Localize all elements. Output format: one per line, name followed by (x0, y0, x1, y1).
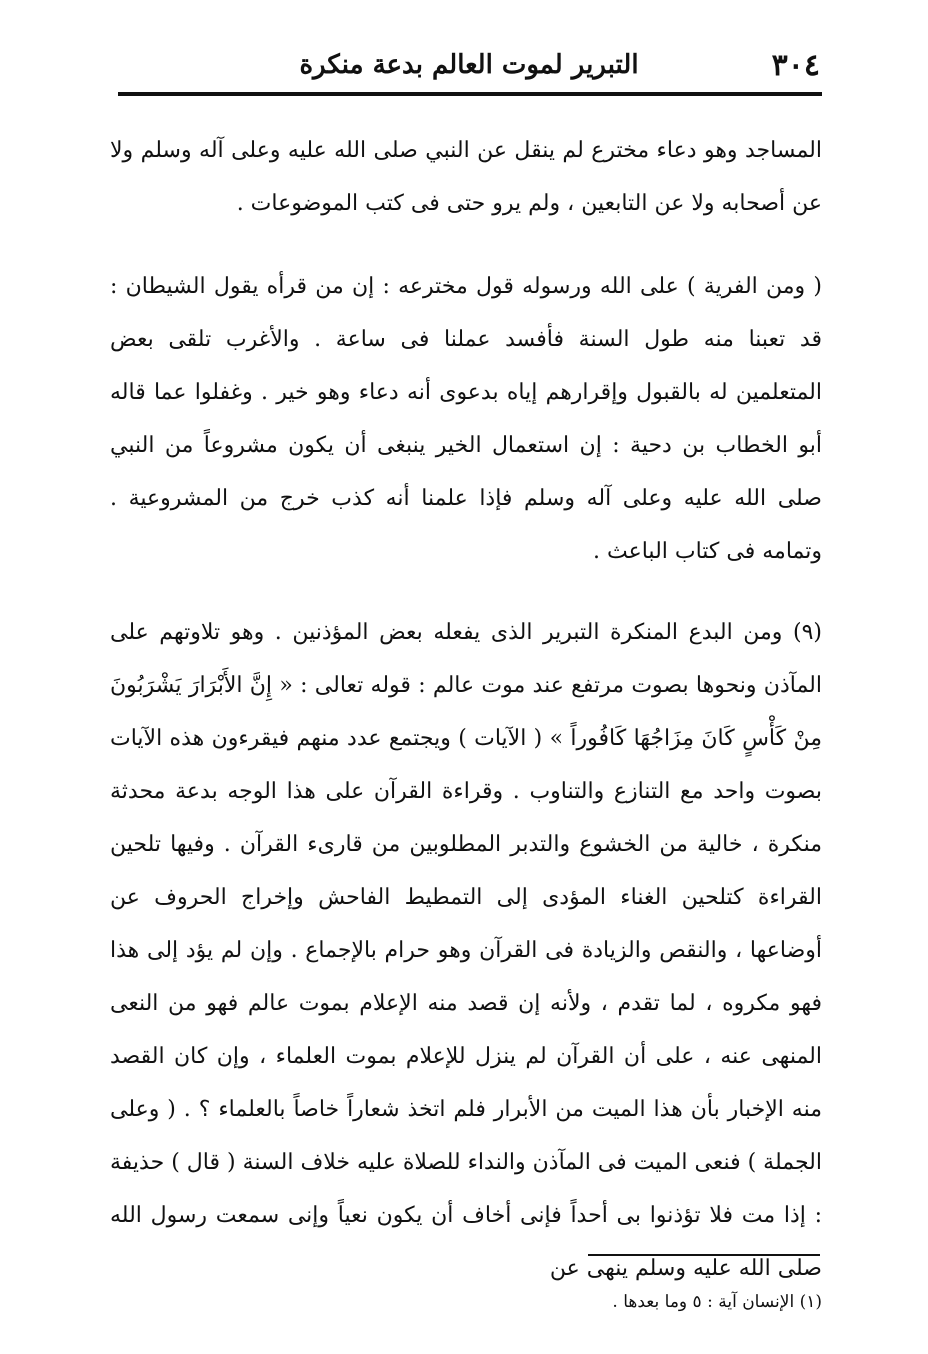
paragraph: المساجد وهو دعاء مخترع لم ينقل عن النبي صلى الله عليه وعلى آله وسلم ولا عن أصحابه ولا عن التابعين ، ولم يرو حتى فى كتب الموضوعات . (110, 138, 822, 216)
footnote-rule (588, 1254, 820, 1256)
header-rule (118, 92, 822, 96)
running-title: التبرير لموت العالم بدعة منكرة (299, 50, 639, 80)
footnote: (١) الإنسان آية : ٥ وما بعدها . (612, 1292, 822, 1312)
paragraph: (٩) ومن البدع المنكرة التبرير الذى يفعله بعض المؤذنين . وهو تلاوتهم على المآذن ونحوها بصوت مرتفع عند موت عالم : قوله تعالى : « إِنَّ الأَبْرَارَ يَشْرَبُونَ مِنْ كَأْسٍ كَانَ مِزَاجُهَا كَافُوراً » ( الآيات ) ويجتمع عدد منهم فيقرءون هذه الآيات بصوت واحد مع التنازع والتناوب . وقراءة القرآن على هذا الوجه بدعة محدثة منكرة ، خالية من الخشوع والتدبر المطلوبين من قارىء القرآن . وفيها تلحين القراءة كتلحين الغناء المؤدى إلى التمطيط الفاحش وإخراج الحروف عن أوضاعها ، والنقص والزيادة فى القرآن وهو حرام بالإجماع . وإن لم يؤد إلى هذا فهو مكروه ، لما تقدم ، ولأنه إن قصد منه الإعلام بموت عالم فهو من النعى المنهى عنه ، على أن القرآن لم ينزل للإعلام بموت العلماء ، وإن كان القصد منه الإخبار بأن هذا الميت من الأبرار فلم اتخذ شعاراً خاصاً بالعلماء ؟ . ( وعلى الجملة ) فنعى الميت فى المآذن والنداء للصلاة عليه خلاف السنة ( قال ) حذيفة : إذا مت فلا تؤذنوا بى أحداً فإنى أخاف أن يكون نعياً وإنى سمعت رسول الله صلى الله عليه وسلم ينهى عن (110, 620, 822, 1281)
page-number: ٣٠٤ (771, 48, 820, 83)
running-header (118, 44, 820, 88)
paragraph: ( ومن الفرية ) على الله ورسوله قول مخترعه : إن من قرأه يقول الشيطان : قد تعبنا منه طول السنة فأفسد عملنا فى ساعة . والأغرب تلقى بعض المتعلمين له بالقبول وإقرارهم إياه بدعوى أنه دعاء وهو خير . وغفلوا عما قاله أبو الخطاب بن دحية : إن استعمال الخير ينبغى أن يكون مشروعاً من النبي صلى الله عليه وعلى آله وسلم فإذا علمنا أنه كذب خرج من المشروعية . وتمامه فى كتاب الباعث . (110, 274, 822, 564)
body-text (110, 124, 822, 1295)
